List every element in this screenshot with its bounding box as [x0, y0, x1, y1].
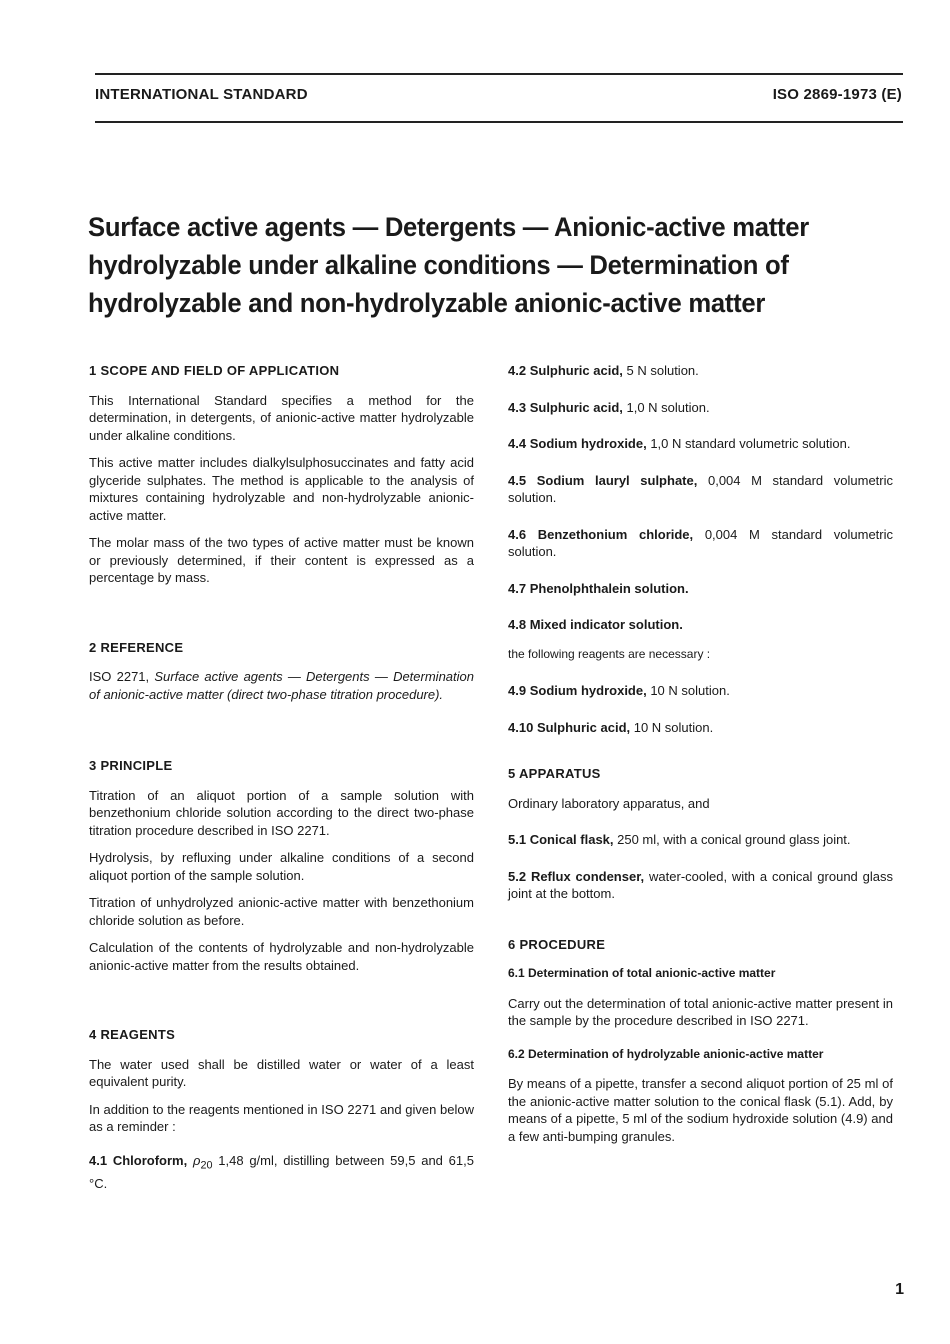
reagent-4-1: [89, 1152, 474, 1193]
reagent-4-10-description: 10 N solution.: [630, 719, 714, 735]
following-reagents-note: the following reagents are necessary :: [508, 646, 711, 661]
apparatus-5-2-description: water-cooled, with a conical ground glass joint at the bottom.: [508, 868, 893, 901]
apparatus-5-1-number: 5.1: [508, 832, 527, 847]
subsection-6-1-para: Carry out the determination of total anionic-active matter present in the sample by the procedure described in ISO 2271.: [508, 995, 893, 1028]
reagent-4-6-name: Benzethonium chloride,: [537, 526, 694, 542]
title-line-2: hydrolyzable under alkaline conditions — Determination of: [88, 250, 789, 280]
section-6-heading: 6 PROCEDURE: [508, 936, 606, 952]
section-3-para-4: Calculation of the contents of hydrolyzable and non-hydrolyzable anionic-active matter from the results obtained.: [89, 940, 474, 973]
section-5-heading: 5 APPARATUS: [508, 766, 601, 781]
reagent-4-1-description: 1,48 g/ml, distilling between 59,5 and 61,5 °C.: [89, 1152, 474, 1191]
subsection-6-2-para: By means of a pipette, transfer a second aliquot portion of 25 ml of the anionic-active matter solution to the conical flask (5.1). Add, by means of a pipette, 5 ml of the sodium hydroxide solution (4.9) and a few anti-bumping granules.: [508, 1076, 893, 1144]
section-4-heading: 4 REAGENTS: [89, 1027, 176, 1042]
reagent-4-10-name: Sulphuric acid,: [536, 719, 631, 735]
reagent-4-1-name: Chloroform,: [112, 1152, 188, 1168]
section-1-para-1: This International Standard specifies a method for the determination, in detergents, of anionic-active matter hydrolyzable under alkaline conditions.: [89, 392, 474, 443]
reagent-4-4-name: Sodium hydroxide,: [529, 436, 647, 451]
apparatus-5-1-name: Conical flask,: [529, 832, 614, 847]
reagent-4-5-description: 0,004 M standard volumetric solution.: [508, 472, 894, 505]
apparatus-5-2: [508, 868, 893, 903]
header-standard-label: INTERNATIONAL STANDARD: [95, 86, 308, 103]
reagent-4-3-description: 1,0 N solution.: [622, 399, 710, 415]
reagent-4-4: [508, 435, 893, 453]
section-1-para-3: The molar mass of the two types of active matter must be known or previously determined, if their content is expressed as a percentage by mass.: [89, 535, 474, 585]
title-line-3: hydrolyzable and non-hydrolyzable anionic-active matter: [88, 288, 766, 318]
reagent-4-7-name: Phenolphthalein solution.: [529, 580, 689, 596]
apparatus-5-2-name: Reflux condenser,: [530, 868, 645, 884]
reagent-4-9: [508, 682, 893, 700]
reagent-4-2: [508, 362, 893, 380]
reagent-4-9-name: Sodium hydroxide,: [529, 683, 647, 698]
reference-number: ISO 2271,: [89, 669, 150, 684]
reagent-4-7-number: 4.7: [508, 580, 527, 596]
subsection-6-1-heading: 6.1 Determination of total anionic-active matter: [508, 966, 776, 980]
apparatus-5-2-number: 5.2: [508, 868, 527, 884]
reference-entry: [89, 668, 474, 703]
reference-title: Surface active agents — Detergents — Determination of anionic-active matter (direct two-phase titration procedure).: [89, 669, 474, 702]
reagent-4-5-name: Sodium lauryl sulphate,: [536, 472, 698, 488]
page-number: 1: [895, 1281, 904, 1298]
top-rule: [95, 73, 903, 75]
reagent-4-4-number: 4.4: [508, 436, 527, 451]
section-4-para-1: The water used shall be distilled water or water of a least equivalent purity.: [89, 1056, 474, 1089]
reagent-4-3: [508, 399, 893, 417]
section-3-para-3: Titration of unhydrolyzed anionic-active matter with benzethonium chloride solution as before.: [89, 895, 474, 928]
reagent-4-4-description: 1,0 N standard volumetric solution.: [646, 436, 851, 451]
section-1-heading: 1 SCOPE AND FIELD OF APPLICATION: [89, 363, 340, 378]
reagent-4-5: [508, 472, 893, 507]
section-2-heading: 2 REFERENCE: [89, 639, 184, 655]
apparatus-5-1: [508, 831, 893, 849]
reagent-4-1-number: 4.1: [89, 1152, 108, 1168]
reagent-4-6: [508, 526, 893, 561]
reagent-4-5-number: 4.5: [508, 472, 527, 488]
reagent-4-9-number: 4.9: [508, 683, 527, 698]
left-column: [89, 362, 474, 1202]
reagent-4-2-name: Sulphuric acid,: [529, 363, 623, 378]
apparatus-5-1-description: 250 ml, with a conical ground glass joint.: [613, 832, 851, 847]
reagent-4-6-number: 4.6: [508, 526, 527, 542]
header-document-id: ISO 2869-1973 (E): [772, 86, 902, 103]
rho-subscript: 20: [200, 1159, 213, 1172]
subsection-6-2-heading: 6.2 Determination of hydrolyzable anionic-active matter: [508, 1046, 824, 1061]
rho-symbol: ρ: [193, 1152, 201, 1168]
reagent-4-2-number: 4.2: [508, 363, 527, 378]
document-title: [88, 208, 867, 322]
apparatus-intro: Ordinary laboratory apparatus, and: [508, 795, 710, 811]
reagent-4-2-description: 5 N solution.: [622, 363, 699, 378]
section-3-para-2: Hydrolysis, by refluxing under alkaline conditions of a second aliquot portion of the sample solution.: [89, 850, 474, 883]
reagent-4-8: [508, 616, 893, 634]
reagent-4-3-number: 4.3: [508, 399, 527, 415]
reagent-4-6-description: 0,004 M standard volumetric solution.: [508, 526, 893, 559]
reagent-4-9-description: 10 N solution.: [646, 683, 730, 698]
section-4-para-2: In addition to the reagents mentioned in ISO 2271 and given below as a reminder :: [89, 1101, 474, 1134]
reagent-4-7: [508, 580, 893, 598]
right-column: [508, 362, 893, 1155]
reagent-4-3-name: Sulphuric acid,: [529, 399, 623, 415]
header-rule: [95, 121, 903, 123]
reagent-4-8-name: Mixed indicator solution.: [529, 617, 683, 632]
reagent-4-10-number: 4.10: [508, 719, 534, 735]
title-line-1: Surface active agents — Detergents — Anionic-active matter: [88, 212, 809, 242]
section-1-para-2: This active matter includes dialkylsulphosuccinates and fatty acid glyceride sulphates. The method is applicable to the analysis of mixtures containing hydrolyzable and non-hydrolyzable anionic-active matter.: [89, 455, 474, 523]
reagent-4-8-number: 4.8: [508, 617, 527, 632]
reagent-4-10: [508, 719, 893, 737]
section-3-heading: 3 PRINCIPLE: [89, 758, 173, 773]
section-3-para-1: Titration of an aliquot portion of a sample solution with benzethonium chloride solution according to the direct two-phase titration procedure described in ISO 2271.: [89, 787, 474, 838]
